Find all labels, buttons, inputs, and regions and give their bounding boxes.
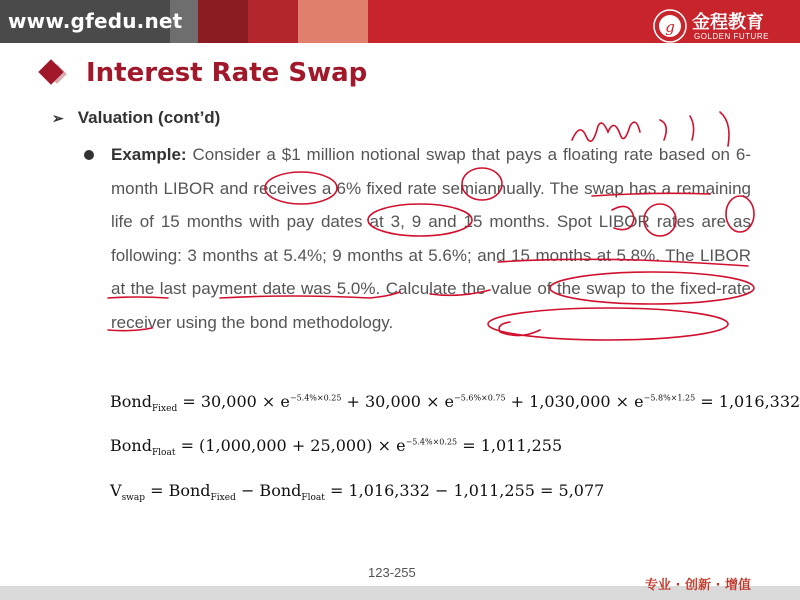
formula-term: Bond [110, 436, 152, 455]
logo-seal-icon [652, 8, 688, 44]
round-bullet-icon [84, 150, 94, 160]
formula-term: − Bond [240, 481, 302, 500]
formula-subscript: Float [301, 493, 325, 504]
formula-exponent: −5.4%×0.25 [405, 437, 458, 447]
logo-text-en: GOLDEN FUTURE [694, 32, 769, 41]
formula-result: = 1,016,332 [700, 392, 800, 411]
formula-term: = (1,000,000 + 25,000) × e [180, 436, 406, 455]
formula-term: = Bond [150, 481, 211, 500]
formula-exponent: −5.6%×0.75 [454, 393, 506, 403]
formula-term: = 30,000 × e [182, 392, 290, 411]
formula-subscript: Float [151, 448, 176, 459]
formula-exponent: −5.4%×0.25 [289, 393, 342, 403]
example-label: Example: [111, 145, 187, 164]
formula-subscript: Fixed [151, 404, 178, 415]
footer-slogan: 专业 · 创新 · 增值 [645, 578, 751, 593]
site-url: www.gfedu.net [8, 9, 183, 33]
subtitle-text: Valuation (cont’d) [77, 108, 221, 127]
example-text: Consider a $1 million notional swap that pays a floating rate based on 6-month LIBOR and receives a 6% fixed rate semiannually. The swap has a remaining life of 15 months with pay dates at 3, 9 and 15 months. Spot LIBOR rates are as following: 3 months at 5.4%; 9 months at 5.6%; and 15 months at 5.8%. The LIBOR at the last payment date was 5.0%. Calculate the value of the swap to the fixed-rate receiver using the bond methodology. [111, 145, 751, 332]
formula-subscript: Fixed [210, 493, 236, 504]
formula-bond-fixed [110, 392, 800, 414]
formula-term: V [110, 481, 122, 500]
formula-v-swap [110, 481, 604, 503]
example-paragraph [111, 138, 751, 339]
logo-text-cn: 金程教育 [692, 12, 764, 33]
arrow-bullet-icon: ➢ [52, 110, 64, 126]
section-subtitle [52, 108, 220, 128]
slide-title: Interest Rate Swap [86, 58, 368, 88]
svg-text:g: g [665, 18, 675, 36]
formula-subscript: swap [121, 493, 146, 504]
formula-result: = 1,011,255 [462, 436, 563, 455]
page-number: 123-255 [368, 565, 416, 580]
formula-term: Bond [110, 392, 152, 411]
formula-result: = 1,016,332 − 1,011,255 = 5,077 [330, 481, 605, 500]
brand-logo [652, 8, 792, 41]
formula-term: + 1,030,000 × e [510, 392, 644, 411]
formula-term: + 30,000 × e [346, 392, 455, 411]
formula-bond-float [110, 436, 562, 458]
formula-exponent: −5.8%×1.25 [643, 393, 696, 403]
